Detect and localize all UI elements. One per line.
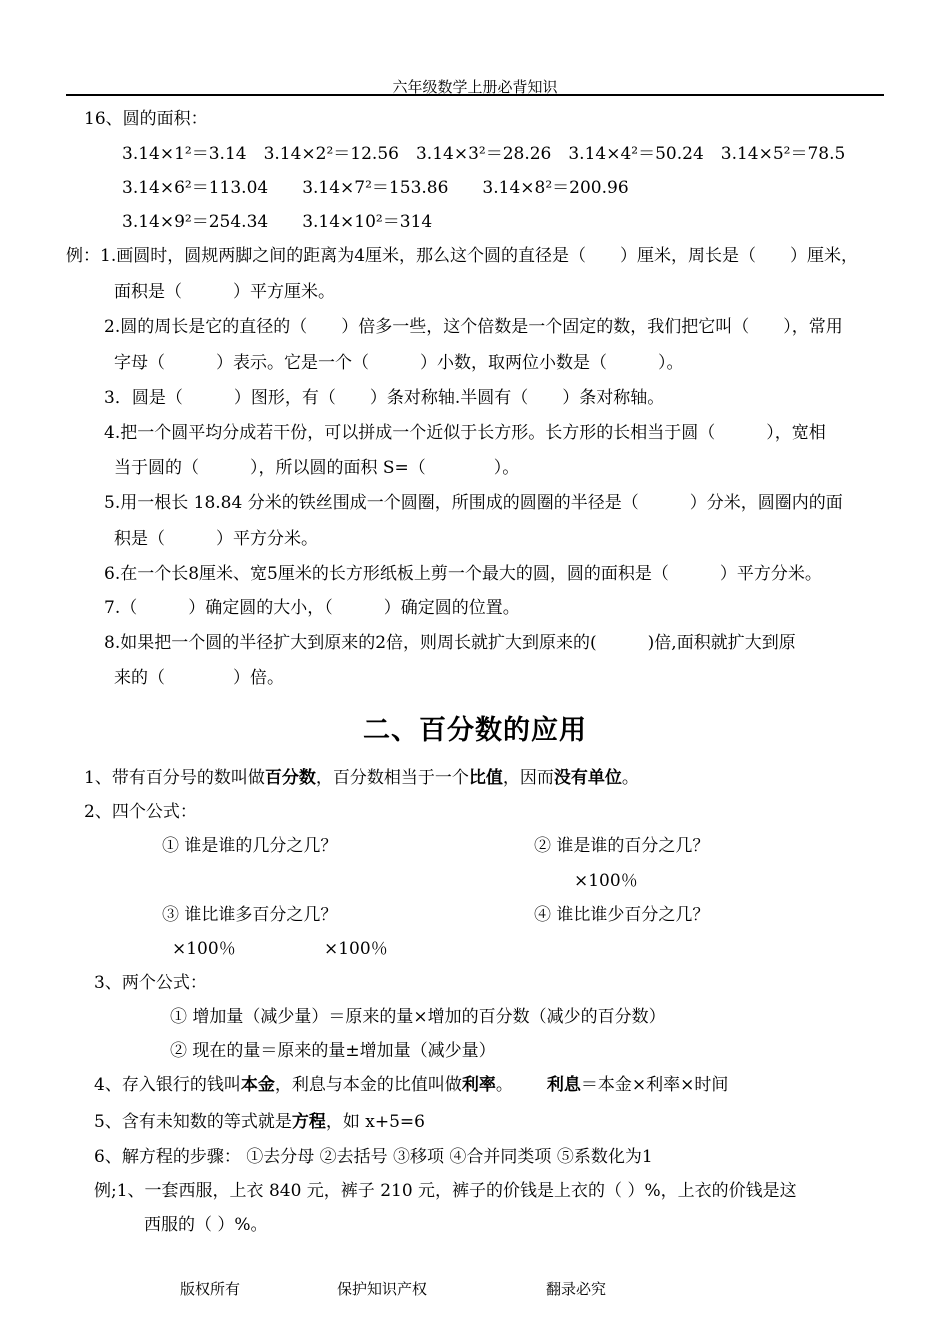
paragraph-1: 1、带有百分号的数叫做百分数，百分数相当于一个比值，因而没有单位。	[84, 768, 639, 788]
formula-3-suffix: ×100％	[172, 939, 236, 959]
two-formulas-title: 3、两个公式：	[94, 973, 207, 993]
example-line: 7.（ ）确定圆的大小，（ ）确定圆的位置。	[104, 598, 520, 618]
paragraph-6: 6、解方程的步骤： ①去分母 ②去括号 ③移项 ④合并同类项 ⑤系数化为1	[94, 1147, 653, 1167]
example-line: 5.用一根长 18.84 分米的铁丝围成一个圆圈，所围成的圆圈的半径是（ ）分米，圆圈内的面	[104, 493, 843, 513]
formula-2-suffix: ×100％	[574, 871, 638, 891]
paragraph-5: 5、含有未知数的等式就是方程，如 x+5=6	[94, 1112, 425, 1132]
circle-area-row-1: 3.14×1²＝3.14 3.14×2²＝12.56 3.14×3²＝28.26 3.14×4²＝50.24 3.14×5²＝78.5	[122, 144, 846, 164]
formula-2: ② 谁是谁的百分之几？	[534, 836, 710, 856]
header-rule	[66, 94, 884, 96]
example-line: 字母（ ）表示。它是一个（ ）小数，取两位小数是（ ）。	[114, 353, 684, 373]
example-line: 当于圆的（ ），所以圆的面积 S=（ ）。	[114, 458, 520, 478]
example-line: 面积是（ ）平方厘米。	[114, 282, 335, 302]
formula-4: ④ 谁比谁少百分之几？	[534, 905, 710, 925]
example-2-line-2: 西服的（ ）%。	[144, 1215, 268, 1235]
footer-text: 版权所有	[180, 1280, 241, 1298]
example-line: 4.把一个圆平均分成若干份，可以拼成一个近似于长方形。长方形的长相当于圆（ ），宽相	[104, 423, 826, 443]
example-line: 例：1.画圆时，圆规两脚之间的距离为4厘米，那么这个圆的直径是（ ）厘米，周长是（ ）厘米，	[66, 246, 859, 266]
example-line: 6.在一个长8厘米、宽5厘米的长方形纸板上剪一个最大的圆，圆的面积是（ ）平方分米。	[104, 564, 822, 584]
example-line: 2.圆的周长是它的直径的（ ）倍多一些，这个倍数是一个固定的数，我们把它叫（ ），常用	[104, 317, 843, 337]
page-header: 六年级数学上册必背知识	[392, 78, 558, 96]
four-formulas-title: 2、四个公式：	[84, 802, 197, 822]
formula-4-suffix: ×100％	[324, 939, 388, 959]
circle-area-row-3: 3.14×9²＝254.34 3.14×10²＝314	[122, 212, 433, 232]
example-line: 8.如果把一个圆的半径扩大到原来的2倍，则周长就扩大到原来的( )倍,面积就扩大到原	[104, 633, 796, 653]
formula-current: ② 现在的量＝原来的量±增加量（减少量）	[170, 1041, 496, 1061]
paragraph-4: 4、存入银行的钱叫本金，利息与本金的比值叫做利率。 利息＝本金×利率×时间	[94, 1075, 729, 1095]
footer-text: 保护知识产权	[337, 1280, 428, 1298]
example-2-line-1: 例;1、一套西服，上衣 840 元，裤子 210 元，裤子的价钱是上衣的（ ）%，上衣的价钱是这	[94, 1181, 797, 1201]
example-line: 3．圆是（ ）图形，有（ ）条对称轴.半圆有（ ）条对称轴。	[104, 388, 665, 408]
footer-text: 翻录必究	[546, 1280, 607, 1298]
example-line: 来的（ ）倍。	[114, 668, 284, 688]
circle-area-title: 16、圆的面积：	[84, 109, 208, 129]
circle-area-row-2: 3.14×6²＝113.04 3.14×7²＝153.86 3.14×8²＝200.96	[122, 178, 629, 198]
section-title: 二、百分数的应用	[363, 715, 587, 746]
formula-increase: ① 增加量（减少量）＝原来的量×增加的百分数（减少的百分数）	[170, 1007, 666, 1027]
formula-3: ③ 谁比谁多百分之几？	[162, 905, 338, 925]
formula-1: ① 谁是谁的几分之几？	[162, 836, 338, 856]
example-line: 积是（ ）平方分米。	[114, 529, 318, 549]
